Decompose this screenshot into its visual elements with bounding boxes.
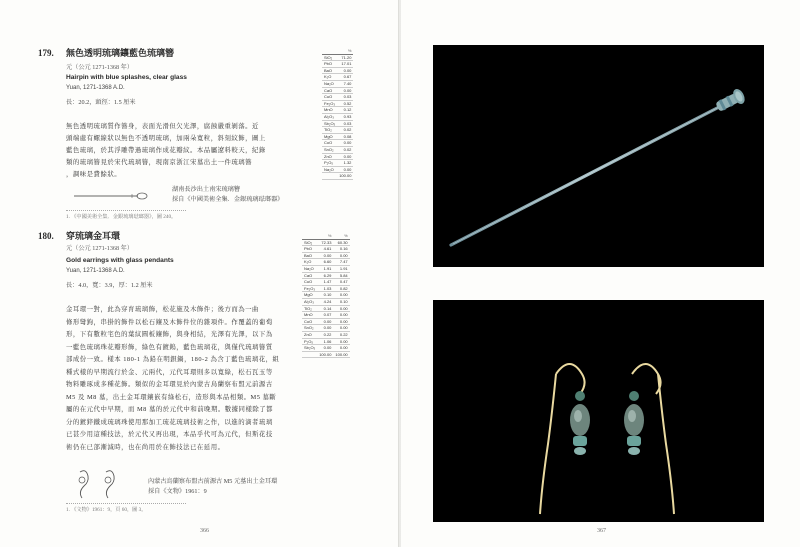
caption-line: 採自《文物》1961：9: [148, 488, 207, 495]
table-row: [302, 312, 350, 319]
table-cell: 0.67: [337, 74, 353, 81]
table-cell: Fe₂O₃: [322, 100, 337, 107]
entry-180-title-en: Gold earrings with glass pendants: [66, 257, 174, 264]
table-row: [302, 292, 350, 299]
table-cell: BaO: [302, 252, 317, 259]
table-cell: 0.08: [337, 133, 353, 140]
body-line: 金耳環一對，此為穿育琉璃飾，松花施及木飾件；後方而為一曲: [66, 306, 259, 313]
table-cell: SnO₂: [302, 325, 317, 332]
earring-sketch-icon: [70, 468, 130, 502]
table-cell: 0.00: [333, 318, 349, 325]
table-cell: MgO: [302, 292, 317, 299]
table-cell: Na₂O: [322, 166, 337, 173]
table-row: [302, 265, 350, 272]
left-page: [0, 0, 399, 547]
table-cell: CuO: [302, 279, 317, 286]
entry-180-heading: [38, 229, 120, 242]
table-cell: CaO: [322, 87, 337, 94]
table-cell: 0.00: [337, 87, 353, 94]
table-cell: Sb₂O₃: [304, 345, 316, 351]
entry-179-body: [66, 121, 306, 181]
table-cell: 0.00: [317, 318, 333, 325]
table-cell: 0.00: [337, 140, 353, 147]
caption-line: 採自《中國美術全集．金銀琉璃琺瑯器》: [172, 196, 284, 203]
table-row: [322, 166, 353, 173]
entry-179-period-zh: 元（公元 1271-1368 年）: [66, 64, 134, 71]
hairpin-photo: [433, 45, 764, 267]
table-row: [322, 173, 353, 180]
table-row: [322, 94, 353, 101]
earrings-image: [433, 300, 764, 522]
entry-179-size: 長：20.2，頭徑：1.5 厘米: [66, 99, 136, 106]
table-cell: SnO₂: [322, 146, 337, 153]
body-line: 藍色琉璃，於其浮雕帶過琉璃作成花瓣紋。本品屬遼料較天，紀錄: [66, 147, 266, 154]
table-cell: 1.91: [333, 265, 349, 272]
table-cell: 0.02: [337, 146, 353, 153]
table-cell: 0.00: [333, 345, 349, 352]
caption-line: 內蒙古烏蘭察布盟古前源古 M5 元墓出土金耳環: [148, 478, 278, 485]
table-cell: Na₂O: [322, 80, 337, 87]
table-cell: 100.00: [339, 173, 352, 179]
table-cell: CaO: [302, 272, 317, 279]
entry-180-number: 180.: [38, 231, 54, 241]
table-cell: [322, 173, 337, 180]
table-cell: Na₂O: [302, 265, 317, 272]
table-cell: BaO: [322, 67, 337, 74]
table-row: [322, 100, 353, 107]
table-cell: K₂O: [322, 74, 337, 81]
table-cell: 0.00: [337, 166, 353, 173]
entry-180-footnote: 1. 《文物》1961：9，頁 60，圖 3。: [66, 507, 147, 513]
table-cell: Al₂O₃: [302, 298, 317, 305]
table-cell: TiO₂: [322, 127, 337, 134]
table-row: [322, 153, 353, 160]
body-line: 條形彎鉤，串掛的飾件以松石鑲及木飾件位的雜項件。作覆蓋的葡萄: [66, 318, 273, 326]
table-cell: 0.00: [337, 153, 353, 160]
entry-179-title-zh: 無色透明琉璃鑲藍色琉璃簪: [66, 48, 175, 58]
table-cell: 7.40: [337, 80, 353, 87]
table-cell: 4.61: [317, 246, 333, 253]
entry-179-composition-table: [322, 48, 353, 180]
table-cell: 0.12: [337, 107, 353, 114]
body-line: 一藍色琉璃珠花瓣形飾，綠色有鍍鎢，藍色琉璃花，與僅代琉璃簪質: [66, 343, 273, 351]
table-cell: 0.00: [333, 325, 349, 332]
table-cell: Fe₂O₃: [302, 285, 317, 292]
table-row: [302, 305, 350, 312]
table-row: [322, 54, 353, 61]
entry-179-caption: [172, 185, 283, 205]
table-cell: 1.06: [317, 338, 333, 345]
table-cell: 0.00: [317, 345, 333, 352]
hairpin-image: [433, 45, 764, 267]
body-line: 類的琉璃簪見於宋代琉璃簪，現南京浙江宋墓出土一件琉璃簪: [66, 159, 253, 166]
table-cell: 0.22: [317, 331, 333, 338]
body-line: 種式樣的早期流行於金、元兩代，元代耳環則多以寬綠，松石瓦玉等: [66, 368, 273, 376]
table-cell: Sb₂O₃: [324, 120, 336, 126]
entry-180-body: [66, 304, 306, 454]
table-cell: P₂O₅: [302, 338, 317, 345]
table-cell: 7.47: [333, 259, 349, 266]
table-row: [302, 259, 350, 266]
page-number-left: 366: [200, 528, 209, 534]
table-row: [322, 61, 353, 68]
table-row: [302, 325, 350, 332]
table-cell: 0.00: [317, 252, 333, 259]
entry-180-period-zh: 元（公元 1271-1368 年）: [66, 245, 134, 252]
entry-180-title-zh: 穿琉璃金耳環: [66, 231, 121, 241]
table-cell: 5.84: [333, 272, 349, 279]
table-cell: 0.16: [333, 246, 349, 253]
table-cell: 100.00: [319, 351, 332, 357]
table-cell: Al₂O₃: [322, 113, 337, 120]
table-row: [302, 338, 350, 345]
body-line: 分的鍍鋅鐵成琉璃珠使用那加工琉花琉璃技術之作，以進的滴者琉璃: [66, 418, 273, 426]
right-page: [401, 0, 800, 547]
table-cell: MnO: [322, 107, 337, 114]
table-cell: 1.32: [337, 160, 353, 167]
table-cell: P₂O₅: [322, 160, 337, 167]
table-row: [322, 74, 353, 81]
entry-179-heading: [38, 46, 174, 59]
table-row: [322, 140, 353, 147]
table-cell: 0.82: [333, 285, 349, 292]
table-row: [322, 160, 353, 167]
table-row: [302, 252, 350, 259]
table-cell: 100.00: [335, 351, 348, 357]
table-row: [302, 298, 350, 305]
table-row: [322, 67, 353, 74]
table-row: [322, 80, 353, 87]
table-cell: SiO₂: [302, 239, 317, 246]
table-row: [302, 279, 350, 286]
table-cell: ZnO: [322, 153, 337, 160]
body-line: M5 及 M8 墓，出土金耳環鑲嵌有綠松石，造形與本品相類。M5 墓斷: [66, 393, 277, 401]
table-cell: 0.00: [333, 252, 349, 259]
table-cell: 6.60: [317, 259, 333, 266]
entry-180-composition-table: [302, 233, 350, 358]
entry-179-number: 179.: [38, 48, 54, 58]
table-row: [302, 272, 350, 279]
table-cell: MgO: [322, 133, 337, 140]
entry-180-period-en: Yuan, 1271-1368 A.D.: [66, 268, 125, 274]
table-cell: 0.00: [333, 292, 349, 299]
entry-180-caption: [148, 477, 277, 497]
table-cell: 4.24: [317, 298, 333, 305]
table-row: [322, 120, 353, 127]
caption-line: 湖南長沙出土南宋琉璃簪: [172, 186, 241, 193]
table-cell: 0.00: [333, 312, 349, 319]
table-cell: 71.20: [337, 54, 353, 61]
table-cell: 1.91: [317, 265, 333, 272]
page-number-right: 367: [597, 528, 606, 534]
body-line: 形，下有數粒宅色的葉紋圓板鑲飾，與身相結，光澤有光澤，以下為: [66, 331, 273, 338]
table-row: [302, 285, 350, 292]
table-cell: 0.03: [337, 94, 353, 101]
table-cell: CuO: [322, 94, 337, 101]
table-cell: 0.03: [337, 120, 353, 127]
table-cell: 17.01: [337, 61, 353, 68]
table-cell: SiO₂: [322, 54, 337, 61]
table-cell: 0.00: [333, 338, 349, 345]
table-cell: 72.33: [317, 239, 333, 246]
table-cell: 60.30: [333, 239, 349, 246]
earrings-photo: [433, 300, 764, 522]
table-cell: 1.03: [317, 285, 333, 292]
table-cell: 0.10: [333, 298, 349, 305]
table-cell: K₂O: [302, 259, 317, 266]
table-cell: 0.00: [317, 325, 333, 332]
table-row: [302, 318, 350, 325]
table-row: [322, 113, 353, 120]
table-row: [302, 246, 350, 253]
table-cell: 0.22: [333, 331, 349, 338]
table-cell: 0.47: [333, 279, 349, 286]
table-row: [322, 127, 353, 134]
body-line: 頭端處有螺線狀以無色不透明琉璃，加兩朵寬粒，斜刻紋飾，圖上: [66, 135, 266, 142]
table-cell: 0.52: [337, 100, 353, 107]
body-line: 術仍在已部漸減時，也在尚用於在飾技法已在延用。: [66, 443, 225, 451]
table-cell: 0.07: [317, 312, 333, 319]
table-cell: CoO: [302, 318, 317, 325]
body-line: 已甚少用這種技法，於元代又再出現，本品乎代可為元代，但斯花技: [66, 431, 273, 438]
table-cell: 0.14: [317, 305, 333, 312]
table-header-cell: %: [317, 233, 333, 239]
body-line: ，調味是費餘狀。: [66, 171, 122, 178]
table-row: [322, 107, 353, 114]
table-header-cell: %: [333, 233, 349, 239]
table-cell: 0.00: [333, 305, 349, 312]
table-row: [322, 87, 353, 94]
table-row: [302, 331, 350, 338]
table-cell: ZnO: [302, 331, 317, 338]
entry-179-footnote: 1. 《中國美術全集．金銀琉璃琺瑯器》，圖 240。: [66, 214, 177, 220]
table-cell: PbO: [302, 246, 317, 253]
table-cell: MnO: [302, 312, 317, 319]
table-cell: 0.02: [337, 127, 353, 134]
body-line: 無色透明琉璃質作簪身，表面光滑但欠光澤，腐蝕嚴重剝落。近: [66, 123, 259, 130]
table-cell: TiO₂: [302, 305, 317, 312]
hairpin-sketch-icon: [72, 188, 152, 202]
entry-179-period-en: Yuan, 1271-1368 A.D.: [66, 85, 125, 91]
entry-179-title-en: Hairpin with blue splashes, clear glass: [66, 74, 187, 81]
table-header-cell: %: [337, 48, 353, 54]
table-row: [302, 351, 350, 358]
table-cell: 0.93: [337, 113, 353, 120]
body-line: 部成份一致。樣本 180-1 為鉛在明鋇鍋，180-2 為含丁藍色琉璃花，組: [66, 356, 280, 363]
table-cell: 1.47: [317, 279, 333, 286]
footnote-divider: [66, 210, 186, 211]
table-row: [302, 239, 350, 246]
footnote-divider: [66, 503, 186, 504]
table-cell: CoO: [322, 140, 337, 147]
table-row: [302, 345, 350, 352]
table-cell: 0.10: [317, 292, 333, 299]
body-line: 物料雕琢成多種花飾。類似的金耳環見於內蒙古烏蘭察布盟元前源古: [66, 381, 273, 388]
body-line: 屬的在元代中早期，而 M8 墓的於元代中和前晚期。數據同樣除了都: [66, 406, 274, 413]
table-cell: 0.00: [337, 67, 353, 74]
entry-180-size: 長：4.0，寬：3.9，厚：1.2 厘米: [66, 282, 153, 289]
table-cell: 6.29: [317, 272, 333, 279]
table-cell: PbO: [322, 61, 337, 68]
table-cell: [302, 351, 317, 358]
table-row: [322, 133, 353, 140]
table-row: [322, 146, 353, 153]
